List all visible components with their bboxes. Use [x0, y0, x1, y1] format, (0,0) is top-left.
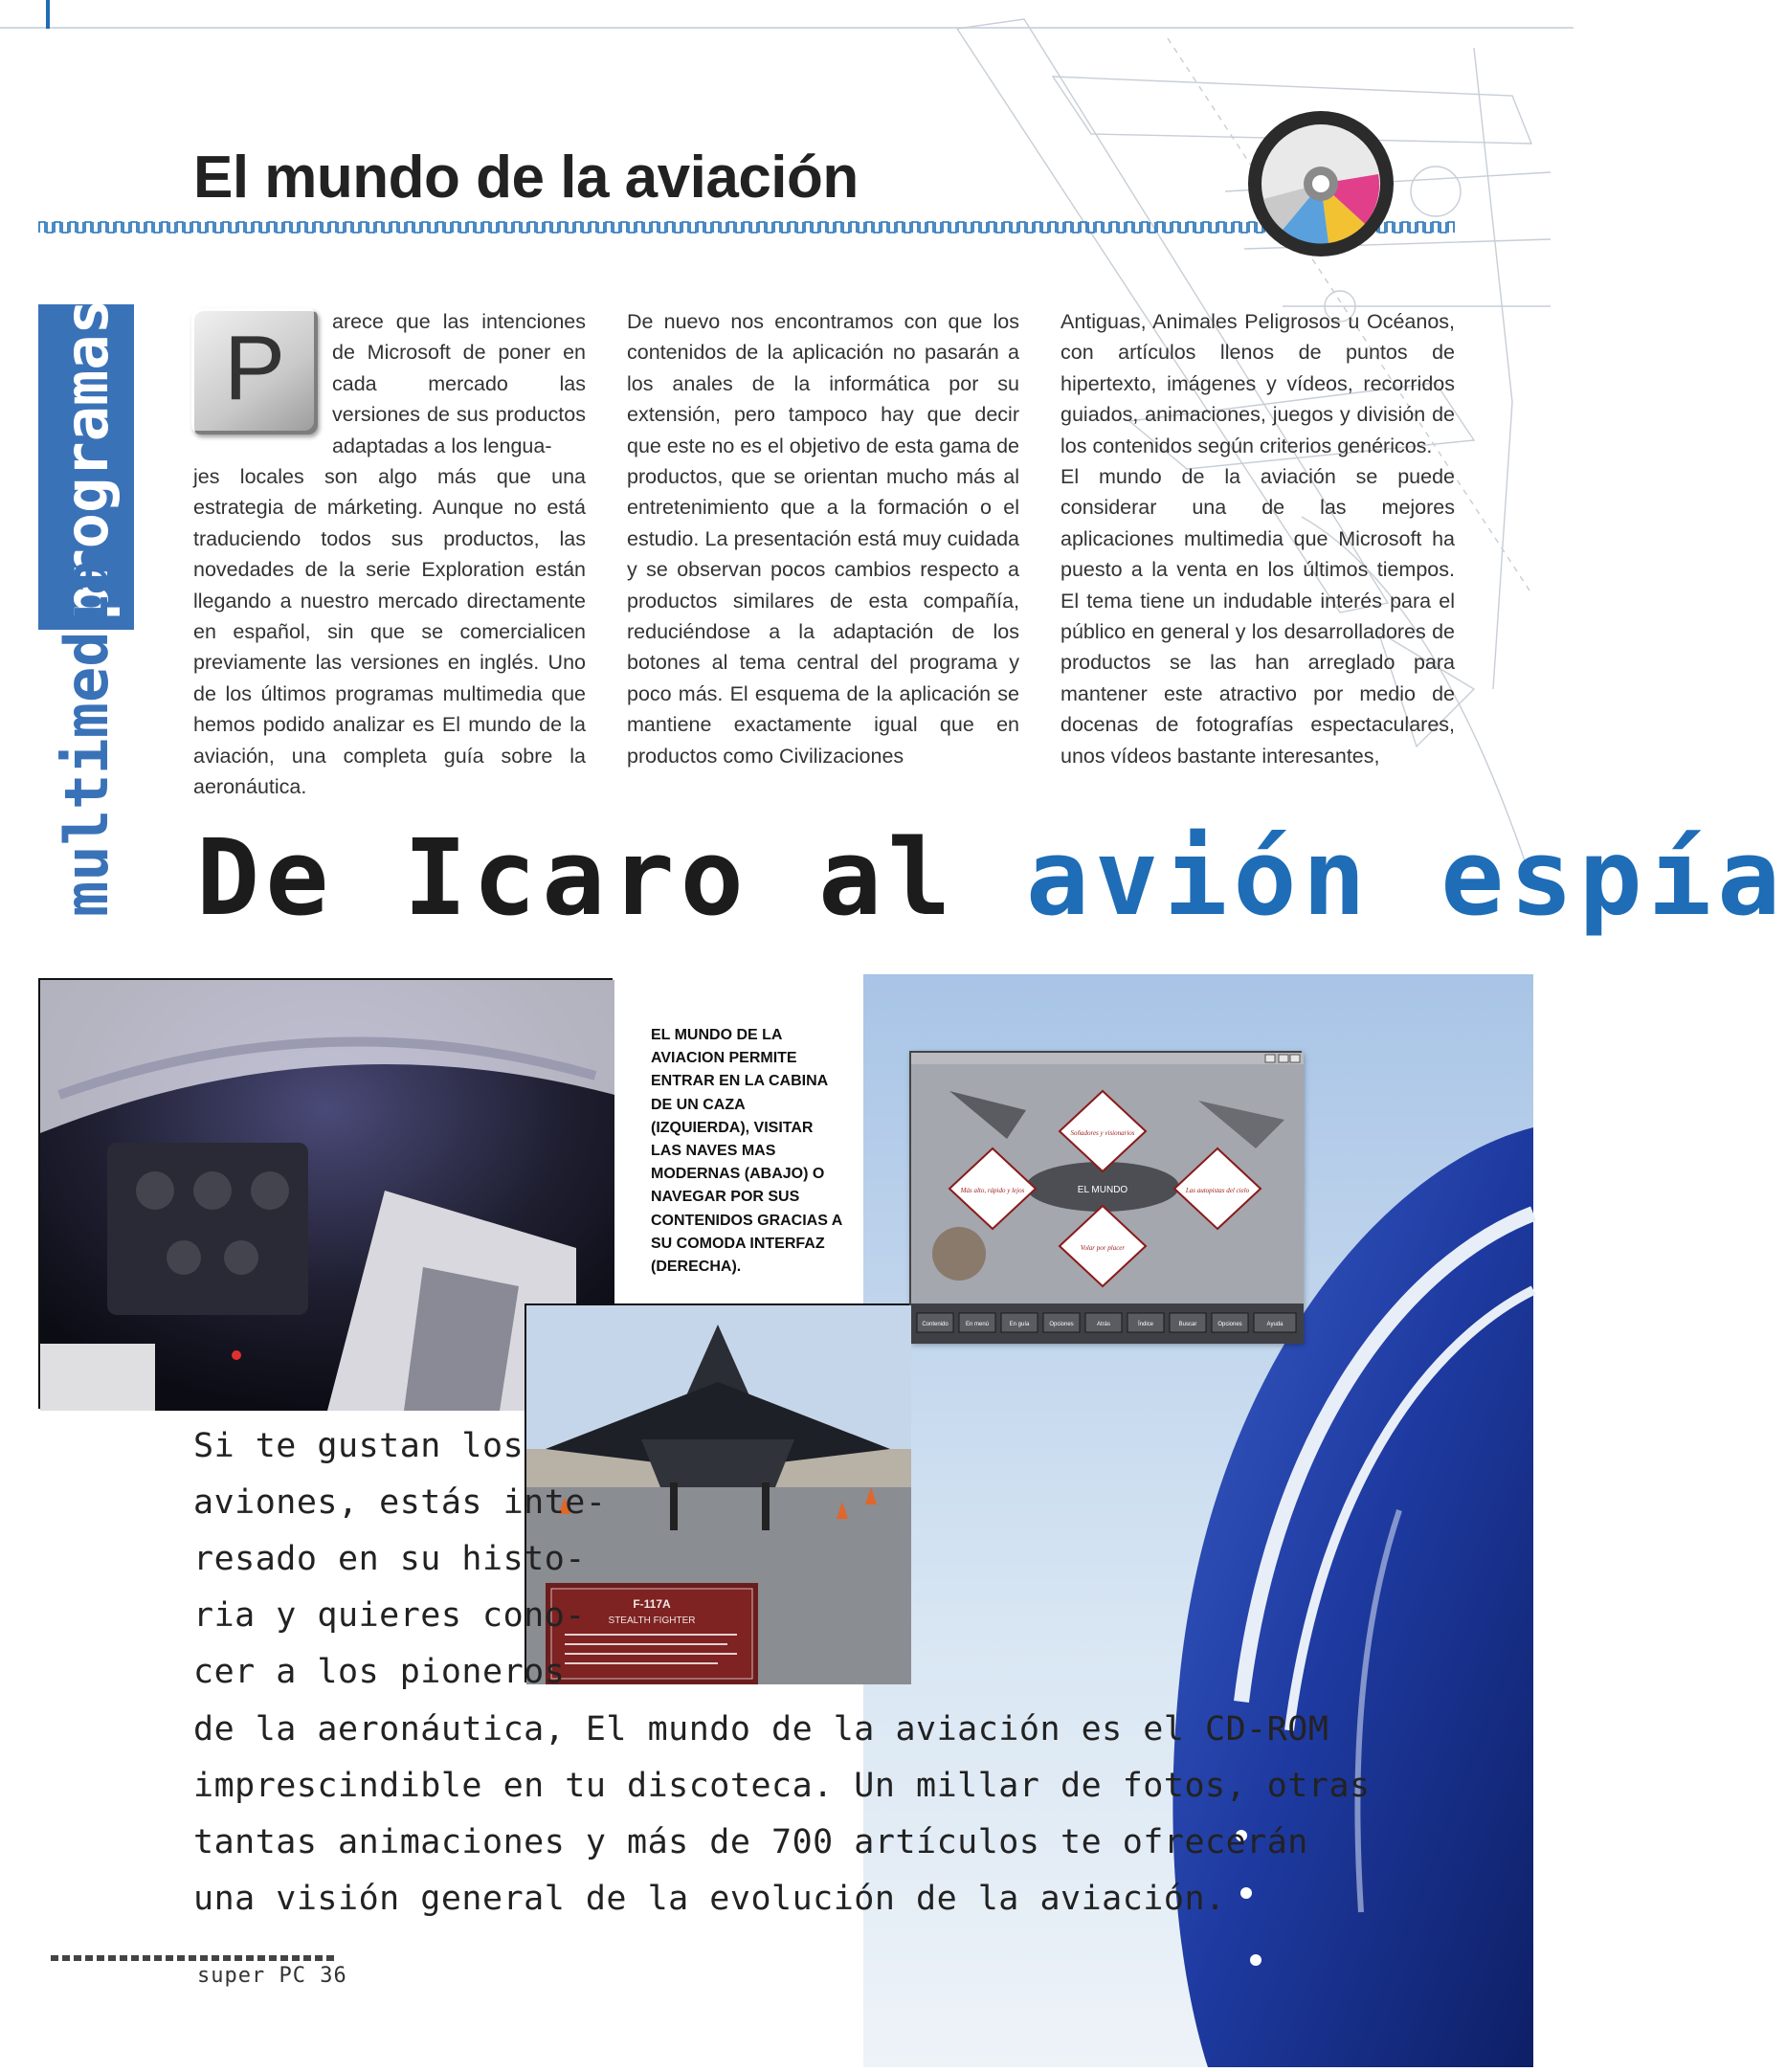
intro-line-8: tantas animaciones y más de 700 artículos te ofrecerán	[193, 1823, 1308, 1861]
article-col1-rest: jes locales son algo más que una estrategia de márketing. Aunque no está traduciendo todos sus productos, las novedades de la serie Exploration están llegando a nuestro mercado directamente en español, sin que se comercialicen previamente las versiones en inglés. Uno de los últimos programas multimedia que hemos podido analizar es El mundo de la aviación, una completa guía sobre la aeronáutica.	[193, 465, 586, 799]
photo-caption: EL MUNDO DE LA AVIACION PERMITE ENTRAR EN LA CABINA DE UN CAZA (IZQUIERDA), VISITAR LAS NAVES MAS MODERNAS (ABAJO) O NAVEGAR POR SUS CONTENIDOS GRACIAS A SU COMODA INTERFAZ (DERECHA).	[651, 1027, 842, 1276]
screen-button-2: En menú	[965, 1322, 990, 1327]
article-column-3	[1060, 306, 1455, 771]
section-tab-word-bold: programas	[52, 299, 122, 620]
headline-part-2: avión espía	[1025, 816, 1786, 939]
screen-button-7: Buscar	[1178, 1322, 1197, 1327]
screen-diamond-4-label: Volar por placer	[1080, 1244, 1126, 1252]
article-column-2	[627, 306, 1019, 771]
intro-line-9: una visión general de la evolución de la aviación.	[193, 1880, 1226, 1918]
screen-button-6: Índice	[1137, 1322, 1154, 1327]
footer-page-label: super PC 36	[197, 1964, 347, 1988]
intro-line-1: Si te gustan los	[193, 1427, 525, 1465]
intro-line-6: de la aeronáutica, El mundo de la aviación es el CD-ROM	[193, 1710, 1329, 1749]
section-tab-multimedia-programas	[38, 299, 134, 917]
intro-text-upper	[193, 1418, 606, 1701]
screen-center-label: EL MUNDO	[1077, 1185, 1128, 1195]
headline-part-1: De Icaro al	[196, 816, 1026, 939]
intro-line-5: cer a los pioneros	[193, 1653, 566, 1691]
intro-line-4: ria y quieres cono-	[193, 1596, 586, 1635]
footer-dot-rule	[50, 1954, 337, 1962]
cd-rom-icon	[1244, 107, 1397, 260]
article-col2-text: De nuevo nos encontramos con que los contenidos de la aplicación no pasarán a los anales de la informática por su extensión, pero tampoco hay que decir que este no es el objetivo de esta gama de productos, que se orientan mucho más al entretenimiento que a la formación o el estudio. La presentación está muy cuidada y se observan pocos cambios respecto a productos similares de esta compañía, reduciéndose a la adaptación de los botones al tema central del programa y poco más. El esquema de la aplicación se mantiene exactamente igual que en productos como Civilizaciones	[627, 310, 1019, 768]
stealth-sign-line2: STEALTH FIGHTER	[608, 1615, 696, 1626]
intro-text-lower	[193, 1702, 1371, 1927]
dropcap-letter: P	[223, 317, 286, 419]
screen-diamond-1-label: Soñadores y visionarios	[1070, 1129, 1135, 1137]
screen-button-1: Contenido	[922, 1322, 949, 1327]
screen-button-4: Opciones	[1049, 1322, 1074, 1327]
screen-button-5: Atrás	[1096, 1322, 1111, 1327]
intro-line-2: aviones, estás inte-	[193, 1483, 607, 1522]
stealth-sign-line1: F-117A	[633, 1597, 671, 1611]
screen-diamond-2-label: Más alto, rápido y lejos	[960, 1187, 1025, 1194]
article-col1-lead: arece que las intenciones de Microsoft de poner en cada mercado las versiones de sus productos adaptadas a los lengua-	[332, 310, 586, 457]
screen-button-9: Ayuda	[1266, 1322, 1284, 1327]
article-headline	[196, 816, 1786, 939]
screen-button-3: En guía	[1009, 1322, 1030, 1327]
article-col3-paragraph-2: El mundo de la aviación se puede considerar una de las mejores aplicaciones multimedia que Microsoft ha puesto a la venta en los últimos tiempos. El tema tiene un indudable interés para el público en general y los desarrolladores de productos se las han arreglado para mantener este atractivo por medio de docenas de fotografías espectaculares, unos vídeos bastante interesantes,	[1060, 465, 1455, 768]
page-header-title: El mundo de la aviación	[193, 145, 859, 211]
intro-line-3: resado en su histo-	[193, 1540, 586, 1578]
top-left-marker	[46, 0, 50, 29]
header-zigzag-rule	[38, 220, 1455, 234]
screen-button-8: Opciones	[1217, 1322, 1242, 1327]
software-interface-screenshot	[909, 1051, 1302, 1342]
screen-diamond-3-label: Las autopistas del cielo	[1185, 1187, 1250, 1194]
article-column-1	[193, 306, 586, 803]
intro-line-7: imprescindible en tu discoteca. Un millar de fotos, otras	[193, 1767, 1371, 1805]
section-tab-word-light: multimedia	[52, 559, 122, 917]
article-col3-paragraph-1: Antiguas, Animales Peligrosos u Océanos, con artículos llenos de puntos de hipertexto, imágenes y vídeos, recorridos guiados, animaciones, juegos y división de los contenidos según criterios genéricos.	[1060, 310, 1455, 457]
